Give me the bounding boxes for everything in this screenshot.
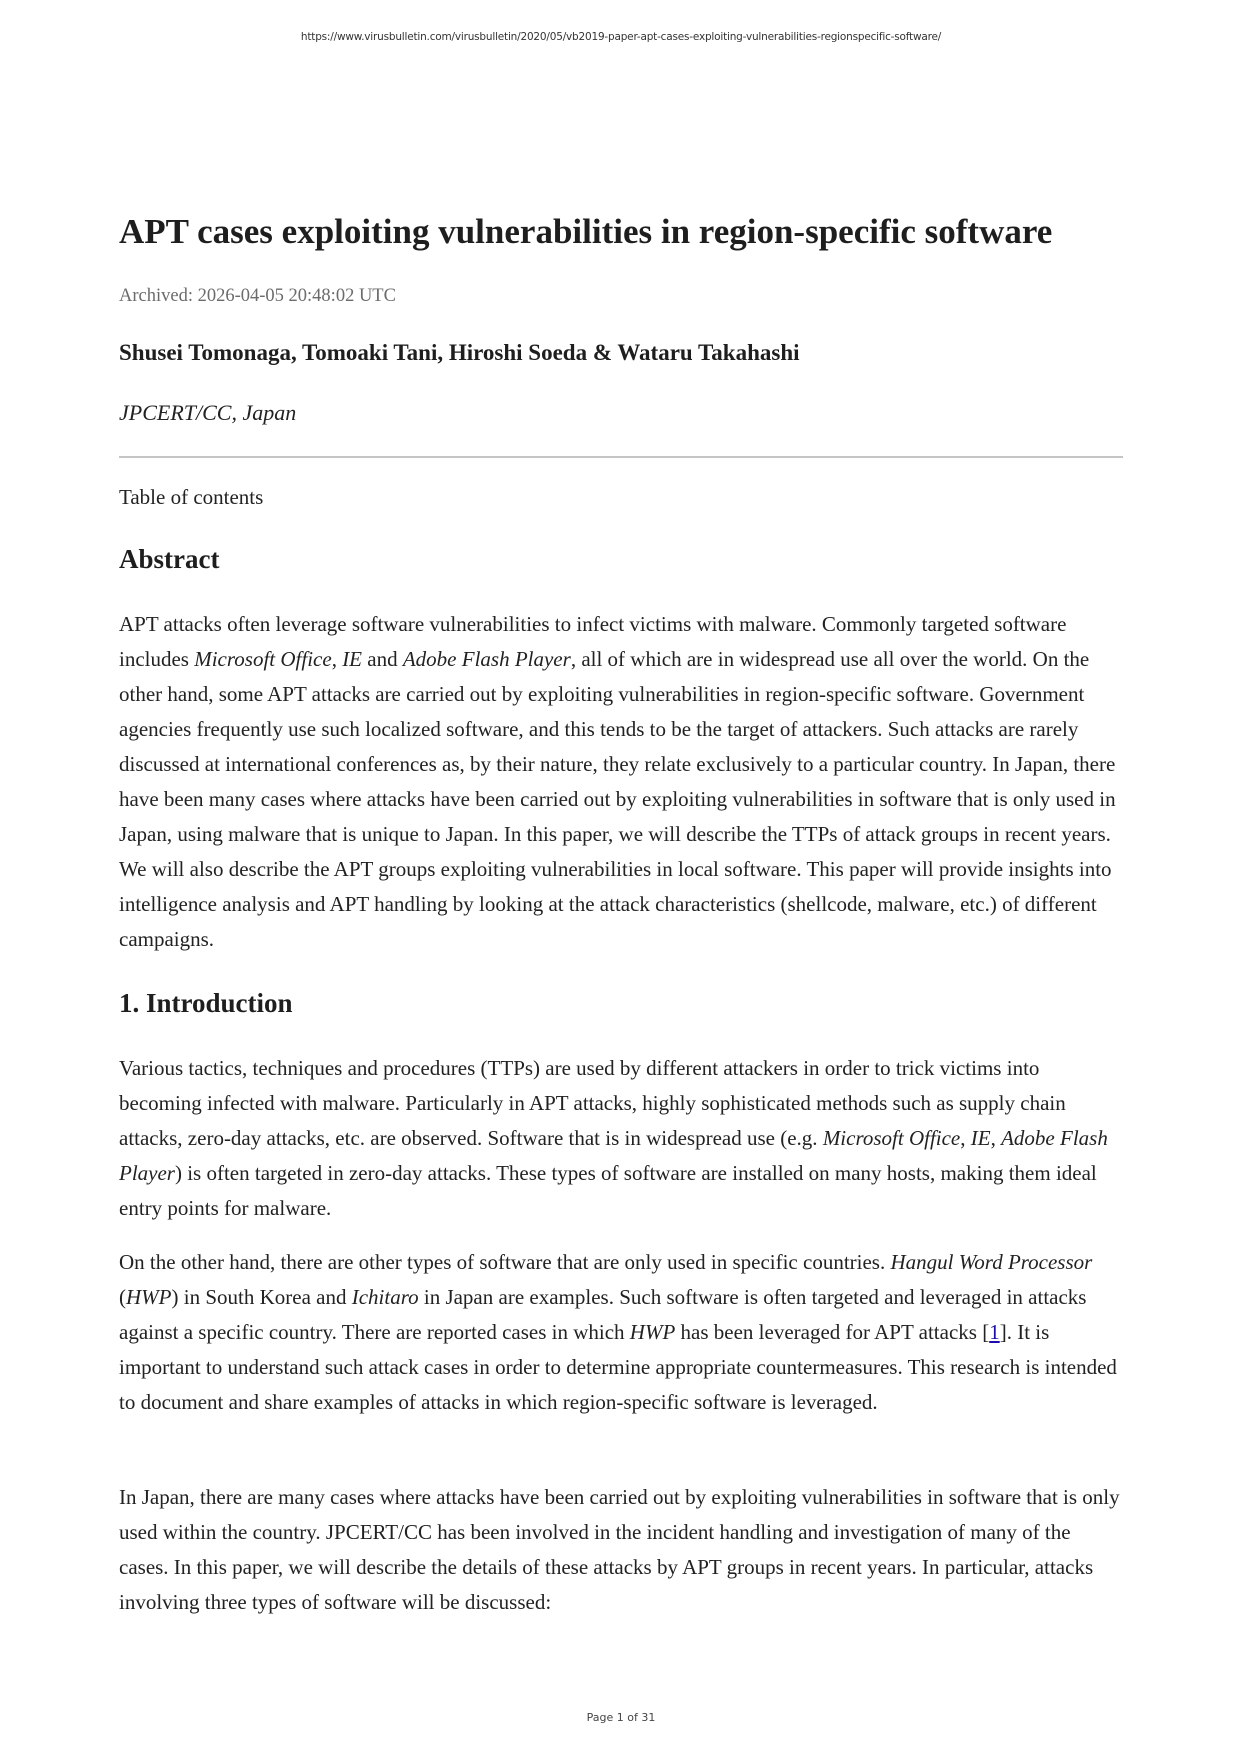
text-run: in Japan are examples. Such software is often targeted and leveraged in attacks against a specific country. There are reported cases in which	[119, 1285, 1087, 1344]
header-divider	[119, 456, 1123, 458]
reference-link-1[interactable]: 1	[989, 1320, 1000, 1344]
software-name: Microsoft Office	[822, 1126, 961, 1150]
page-url-header: https://www.virusbulletin.com/virusbulletin/2020/05/vb2019-paper-apt-cases-exploiting-vulnerabilities-regionspecific-software/	[300, 31, 942, 43]
text-run: ,	[331, 647, 343, 671]
software-name: Adobe Flash Player	[402, 647, 571, 671]
software-name: Ichitaro	[351, 1285, 419, 1309]
text-run: Various tactics, techniques and procedures (TTPs) are used by different attackers in order to trick victims into becoming infected with malware. Particularly in APT attacks, highly sophisticated methods such as supply chain attacks, zero-day attacks, etc. are observed. Software that is in widespread use (e.g.	[119, 1056, 1066, 1150]
text-run: ]. It is important to understand such attack cases in order to determine appropriate countermeasures. This research is intended to document and share examples of attacks in which region-specific software is leveraged.	[119, 1320, 1117, 1414]
text-run: , all of which are in widespread use all over the world. On the other hand, some APT attacks are carried out by exploiting vulnerabilities in region-specific software. Government agencies frequently use such localized software, and this tends to be the target of attackers. Such attacks are rarely discussed at international conferences as, by their nature, they relate exclusively to a particular country. In Japan, there have been many cases where attacks have been carried out by exploiting vulnerabilities in software that is only used in Japan, using malware that is unique to Japan. In this paper, we will describe the TTPs of attack groups in recent years. We will also describe the APT groups exploiting vulnerabilities in local software. This paper will provide insights into intelligence analysis and APT handling by looking at the attack characteristics (shellcode, malware, etc.) of different campaigns.	[119, 647, 1116, 951]
table-of-contents-link[interactable]: Table of contents	[119, 485, 264, 509]
software-name: HWP	[126, 1285, 172, 1309]
archived-timestamp: Archived: 2026-04-05 20:48:02 UTC	[119, 286, 396, 306]
text-run: ,	[960, 1126, 971, 1150]
software-name: IE	[970, 1126, 991, 1150]
text-run: has been leveraged for APT attacks [	[675, 1320, 990, 1344]
software-name: IE	[342, 647, 363, 671]
text-run: ) in South Korea and	[171, 1285, 352, 1309]
software-name: Microsoft Office	[194, 647, 332, 671]
introduction-heading: 1. Introduction	[119, 988, 293, 1018]
text-run: ) is often targeted in zero-day attacks. These types of software are installed on many hosts, making them ideal entry points for malware.	[119, 1161, 1097, 1220]
text-run: and	[362, 647, 403, 671]
article-authors: Shusei Tomonaga, Tomoaki Tani, Hiroshi Soeda & Wataru Takahashi	[119, 340, 800, 365]
abstract-paragraph	[119, 607, 1123, 957]
introduction-paragraph-2	[119, 1245, 1123, 1420]
text-run: ,	[990, 1126, 1002, 1150]
article-title: APT cases exploiting vulnerabilities in region-specific software	[119, 212, 1053, 251]
author-affiliation: JPCERT/CC, Japan	[119, 400, 297, 425]
text-run: (	[119, 1285, 126, 1309]
text-run: On the other hand, there are other types of software that are only used in specific countries.	[119, 1250, 891, 1274]
introduction-paragraph-3: In Japan, there are many cases where attacks have been carried out by exploiting vulnerabilities in software that is only used within the country. JPCERT/CC has been involved in the incident handling and investigation of many of the cases. In this paper, we will describe the details of these attacks by APT groups in recent years. In particular, attacks involving three types of software will be discussed:	[119, 1485, 1120, 1614]
abstract-heading: Abstract	[119, 544, 220, 574]
text-run: APT attacks often leverage software vulnerabilities to infect victims with malware. Commonly targeted software includes	[119, 612, 1067, 671]
page-number: Page 1 of 31	[586, 1711, 656, 1724]
software-name: Hangul Word Processor	[890, 1250, 1093, 1274]
software-name: HWP	[629, 1320, 676, 1344]
introduction-paragraph-1	[119, 1051, 1123, 1226]
software-name: Adobe Flash Player	[119, 1126, 1108, 1185]
